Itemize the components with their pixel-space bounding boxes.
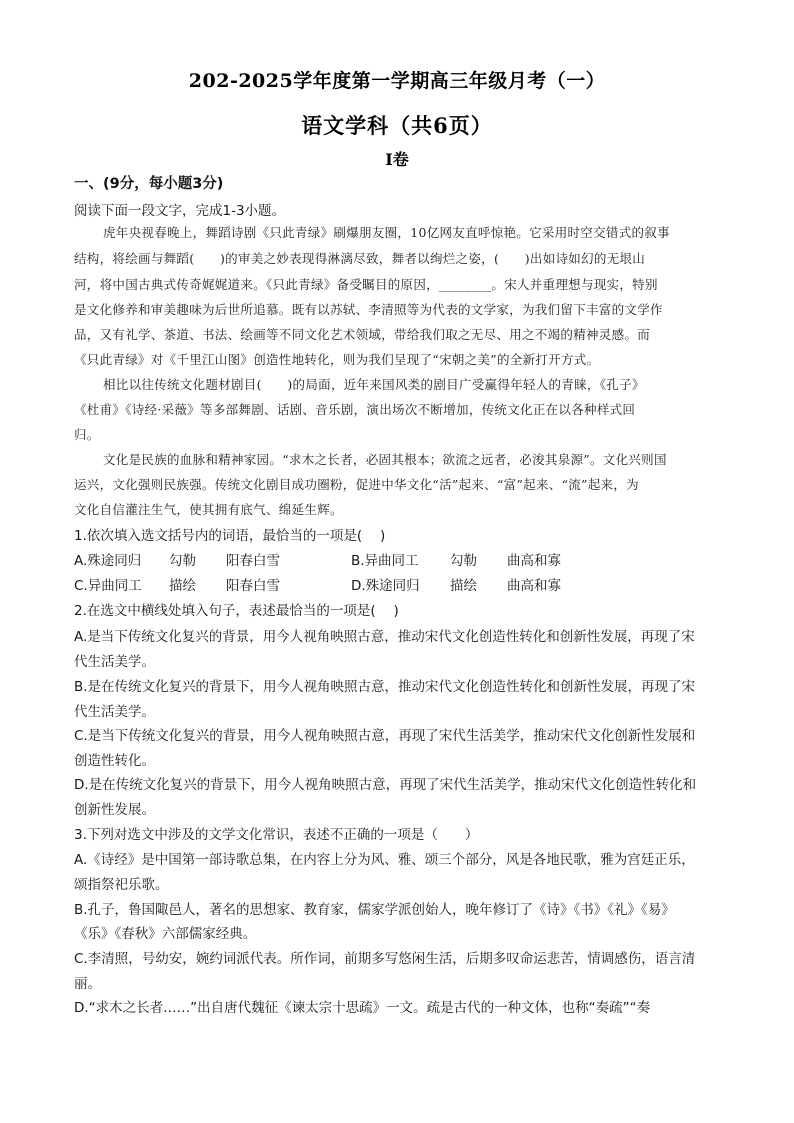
section-heading: 一、(9分，每小题3分) xyxy=(74,176,224,192)
question-2-option-line: 创新性发展。 xyxy=(74,802,155,818)
question-1-options-row xyxy=(74,549,561,569)
passage-line: 归。 xyxy=(74,427,100,442)
question-3-option-line: C.李清照，号幼安，婉约词派代表。所作词，前期多写悠闲生活，后期多叹命运悲苦，情调感伤，语言清 xyxy=(74,951,696,967)
passage-line: 文化是民族的血脉和精神家园。“求木之长者，必固其根本；欲流之远者，必浚其泉源”。文化兴则国 xyxy=(103,452,667,467)
question-3-option-line: A.《诗经》是中国第一部诗歌总集，在内容上分为风、雅、颂三个部分，风是各地民歌，雅为宫廷正乐， xyxy=(74,852,695,868)
passage-line: 《只此青绿》对《千里江山图》创造性地转化，则为我们呈现了“宋朝之美”的全新打开方式。 xyxy=(74,352,600,367)
option-a-word-1: A.殊途同归 xyxy=(74,553,142,569)
option-d-word-3: 曲高和寡 xyxy=(507,578,561,594)
question-3-stem: 3.下列对选文中涉及的文学文化常识，表述不正确的一项是（ ） xyxy=(74,827,479,843)
passage-line: 结构，将绘画与舞蹈( )的审美之妙表现得淋漓尽致，舞者以绚烂之姿，( )出如诗如幻的无垠山 xyxy=(74,251,646,266)
passage-line: 河，将中国古典式传奇娓娓道来。《只此青绿》备受瞩目的原因，________。宋人并重理想与现实，特别 xyxy=(74,277,658,292)
question-3-option-line: D.“求木之长者……”出自唐代魏征《谏太宗十思疏》一文。疏是古代的一种文体，也称“奏疏”“奏 xyxy=(74,1000,651,1016)
question-2-option-line: D.是在传统文化复兴的背景下，用今人视角映照古意，再现了宋代生活美学，推动宋代文化创造性转化和 xyxy=(74,777,697,793)
option-c-word-1: C.异曲同工 xyxy=(74,578,142,594)
volume-label: I卷 xyxy=(385,150,409,169)
question-2-option-line: C.是当下传统文化复兴的背景，用今人视角映照古意，再现了宋代生活美学，推动宋代文化创新性发展和 xyxy=(74,728,696,744)
option-a-word-3: 阳春白雪 xyxy=(226,553,280,569)
option-b-word-3: 曲高和寡 xyxy=(507,553,561,569)
exam-title: 202-2025学年度第一学期高三年级月考（一） xyxy=(188,70,606,92)
passage-line: 品，又有礼学、茶道、书法、绘画等不同文化艺术领域，带给我们取之无尽、用之不竭的精神灵感。而 xyxy=(74,327,651,342)
question-3-option-line: 丽。 xyxy=(74,976,101,992)
question-3-option-line: 颂指祭祀乐歌。 xyxy=(74,877,169,893)
question-3-option-line: B.孔子，鲁国陬邑人，著名的思想家、教育家，儒家学派创始人，晚年修订了《诗》《书》《礼》《易》 xyxy=(74,902,675,918)
question-2-stem: 2.在选文中横线处填入句子，表述最恰当的一项是( ) xyxy=(74,603,399,619)
question-2-option-line: 代生活美学。 xyxy=(74,654,155,670)
option-c-word-3: 阳春白雪 xyxy=(226,578,280,594)
option-a-word-2: 勾勒 xyxy=(169,553,196,569)
passage-line: 相比以往传统文化题材剧目( )的局面，近年来国风类的剧目广受赢得年轻人的青睐，《孔子》 xyxy=(103,377,645,392)
passage-line: 运兴，文化强则民族强。传统文化剧目成功圈粉，促进中华文化“活”起来、“富”起来、“流”起来，为 xyxy=(74,477,639,492)
passage-line: 文化自信灌注生气，使其拥有底气、绵延生辉。 xyxy=(74,502,343,517)
passage-line: 是文化修养和审美趣味为后世所追慕。既有以苏轼、李清照等为代表的文学家，为我们留下丰富的文学作 xyxy=(74,302,663,317)
passage-line: 虎年央视春晚上，舞蹈诗剧《只此青绿》刷爆朋友圈，10亿网友直呼惊艳。它采用时空交错式的叙事 xyxy=(103,225,670,240)
section-instruction: 阅读下面一段文字，完成1-3小题。 xyxy=(74,203,286,219)
question-2-option-line: A.是当下传统文化复兴的背景，用今人视角映照古意，推动宋代文化创造性转化和创新性发展，再现了宋 xyxy=(74,629,695,645)
question-2-option-line: B.是在传统文化复兴的背景下，用今人视角映照古意，推动宋代文化创造性转化和创新性发展，再现了宋 xyxy=(74,679,696,695)
option-d-word-1: D.殊途同归 xyxy=(351,578,420,594)
question-1-options-row xyxy=(74,574,561,594)
option-c-word-2: 描绘 xyxy=(169,578,196,594)
question-1-stem: 1.依次填入选文括号内的词语，最恰当的一项是( ) xyxy=(74,528,386,544)
question-2-option-line: 创造性转化。 xyxy=(74,753,155,769)
exam-subtitle: 语文学科（共6页） xyxy=(301,113,493,138)
question-2-option-line: 代生活美学。 xyxy=(74,704,155,720)
option-d-word-2: 描绘 xyxy=(450,578,477,594)
option-b-word-1: B.异曲同工 xyxy=(351,553,419,569)
question-3-option-line: 《乐》《春秋》六部儒家经典。 xyxy=(74,926,257,942)
option-b-word-2: 勾勒 xyxy=(450,553,477,569)
passage-line: 《杜甫》《诗经·采薇》等多部舞剧、话剧、音乐剧，演出场次不断增加，传统文化正在以各种样式回 xyxy=(74,402,636,417)
